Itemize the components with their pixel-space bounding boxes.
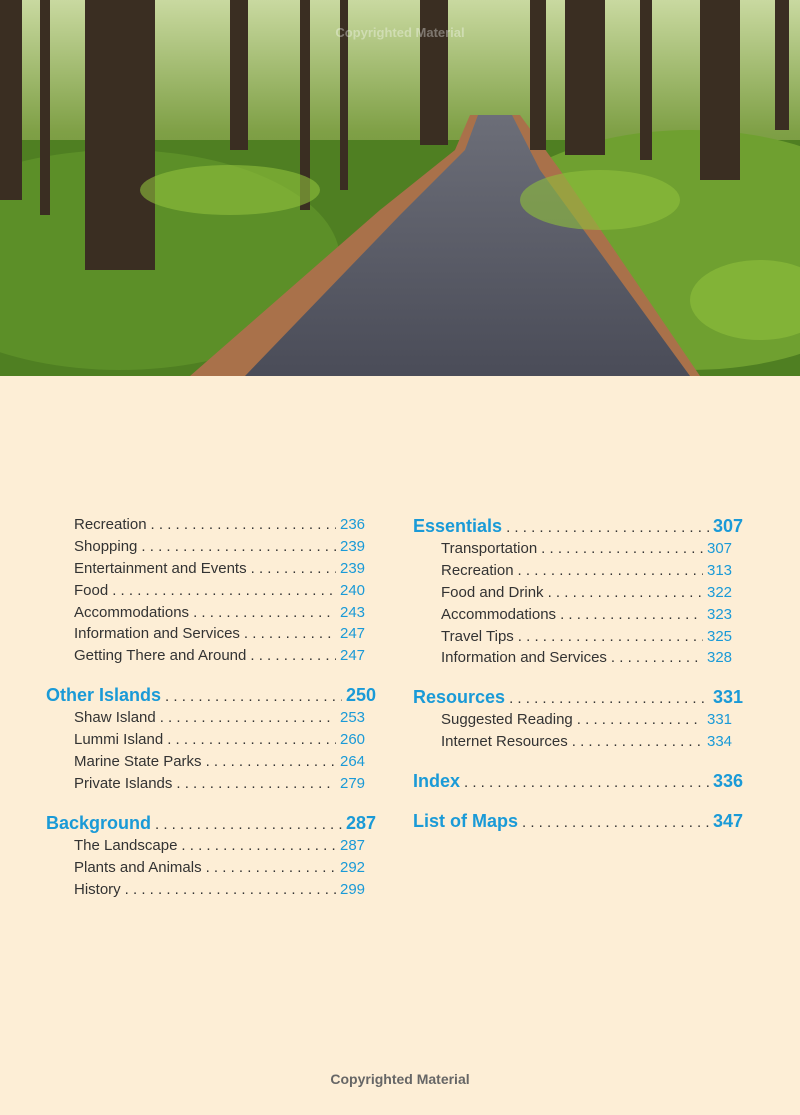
toc-entry[interactable]: [413, 731, 753, 753]
page-number: 247: [340, 625, 366, 643]
toc-entry-label: Internet Resources: [441, 733, 568, 751]
toc-section: [413, 514, 753, 669]
toc-entry[interactable]: [413, 709, 753, 731]
toc-entry-label: Entertainment and Events: [74, 559, 247, 577]
page-number: 247: [340, 647, 366, 665]
toc-entry[interactable]: [46, 602, 386, 624]
toc-section: [413, 809, 753, 833]
toc-heading-label: Essentials: [413, 516, 503, 536]
toc-entry-label: Marine State Parks: [74, 753, 202, 771]
page-number: 323: [707, 605, 733, 623]
toc-entry-label: Food and Drink: [441, 583, 544, 601]
toc-entry[interactable]: [413, 582, 753, 604]
toc-entry[interactable]: [46, 707, 386, 729]
toc-entry-label: Transportation: [441, 540, 538, 557]
dot-leader: [165, 685, 342, 707]
dot-leader: [141, 536, 336, 558]
dot-leader: [522, 811, 709, 833]
dot-leader: [160, 707, 336, 729]
page-number: 313: [707, 561, 733, 579]
toc-entry-label: Getting There and Around: [74, 647, 247, 665]
toc-entry-label: Information and Services: [441, 649, 607, 667]
toc-entry[interactable]: [46, 558, 386, 580]
dot-leader: [155, 813, 342, 835]
page-number: 334: [707, 733, 733, 751]
toc-entry-label: Recreation: [74, 516, 147, 533]
page-number: 287: [340, 836, 366, 854]
toc-section: [413, 685, 753, 753]
dot-leader: [509, 687, 709, 709]
toc-section: [46, 683, 386, 795]
toc-entry-label: Suggested Reading: [441, 711, 573, 729]
toc-entry[interactable]: [46, 773, 386, 795]
dot-leader: [125, 879, 336, 901]
page-number: 243: [340, 603, 366, 621]
page-number: 325: [707, 627, 733, 645]
toc-entry[interactable]: [46, 623, 386, 645]
toc-heading[interactable]: [413, 685, 753, 709]
toc-heading-label: Index: [413, 771, 461, 792]
dot-leader: [151, 514, 336, 536]
page-number: 240: [340, 581, 366, 599]
dot-leader: [572, 731, 703, 753]
toc-entry[interactable]: [413, 538, 753, 560]
photo-watermark: Copyrighted Material: [335, 25, 465, 40]
toc-heading-label: Other Islands: [46, 685, 162, 706]
dot-leader: [251, 558, 336, 580]
toc-heading[interactable]: [413, 769, 753, 793]
page-number: 307: [713, 516, 744, 536]
dot-leader: [464, 771, 709, 793]
toc-entry-label: Accommodations: [441, 605, 557, 623]
page-number: 331: [713, 687, 744, 708]
page-number: 322: [707, 583, 733, 601]
page-number: 328: [707, 649, 733, 667]
page-number: 279: [340, 774, 366, 792]
dot-leader: [506, 516, 709, 538]
page-number: 264: [340, 753, 366, 771]
toc-entry-label: Recreation: [441, 561, 514, 579]
dot-leader: [250, 645, 336, 667]
dot-leader: [560, 604, 703, 626]
toc-entry[interactable]: [413, 604, 753, 626]
dot-leader: [577, 709, 703, 731]
toc-entry-label: Lummi Island: [74, 731, 164, 749]
toc-section: [413, 769, 753, 793]
toc-heading[interactable]: [413, 809, 753, 833]
dot-leader: [541, 538, 703, 560]
dot-leader: [548, 582, 703, 604]
toc-entry[interactable]: [46, 580, 386, 602]
dot-leader: [112, 580, 336, 602]
toc-heading-label: Resources: [413, 687, 506, 708]
toc-entry[interactable]: [46, 857, 386, 879]
toc-entry-label: Information and Services: [74, 625, 240, 643]
dot-leader: [518, 560, 703, 582]
page-number: 250: [346, 685, 377, 706]
toc-entry-label: History: [74, 880, 121, 898]
toc-entry[interactable]: [46, 645, 386, 667]
toc-entry[interactable]: [413, 560, 753, 582]
dot-leader: [181, 835, 336, 857]
toc-heading-label: Background: [46, 812, 152, 833]
toc-heading[interactable]: [46, 811, 386, 835]
toc-heading-label: List of Maps: [413, 811, 519, 832]
dot-leader: [244, 623, 336, 645]
toc-left-column: [46, 514, 386, 916]
toc-entry[interactable]: [46, 835, 386, 857]
toc-entry[interactable]: [46, 536, 386, 558]
toc-entry[interactable]: [46, 729, 386, 751]
toc-entry-label: The Landscape: [74, 836, 178, 854]
dot-leader: [206, 857, 336, 879]
toc-entry[interactable]: [46, 751, 386, 773]
toc-entry-label: Private Islands: [74, 774, 173, 792]
dot-leader: [176, 773, 336, 795]
page-number: 287: [346, 812, 377, 833]
dot-leader: [167, 729, 336, 751]
dot-leader: [611, 647, 703, 669]
toc-heading[interactable]: [46, 683, 386, 707]
page-number: 331: [707, 711, 733, 729]
toc-section: [46, 811, 386, 901]
toc-entry-label: Accommodations: [74, 603, 190, 621]
page-number: 347: [713, 811, 744, 832]
page-number: 336: [713, 771, 744, 792]
toc-entry[interactable]: [413, 626, 753, 648]
photo-illustration: [0, 0, 800, 376]
page-number: 292: [340, 858, 366, 876]
page-number: 260: [340, 731, 366, 749]
toc-entry[interactable]: [46, 879, 386, 901]
page-number: 299: [340, 880, 366, 898]
toc-entry[interactable]: [46, 514, 386, 536]
page-number: 239: [340, 559, 366, 577]
toc-heading[interactable]: [413, 514, 753, 538]
toc-entry-label: Plants and Animals: [74, 858, 202, 876]
page-number: 307: [707, 540, 733, 557]
copyright-footer: Copyrighted Material: [330, 1071, 470, 1087]
forest-road-photo: [0, 0, 800, 376]
dot-leader: [193, 602, 336, 624]
toc-entry-label: Shaw Island: [74, 709, 156, 727]
toc-entry-label: Shopping: [74, 537, 138, 555]
page-number: 253: [340, 709, 366, 727]
page-number: 236: [340, 516, 366, 533]
toc-section: [46, 514, 386, 667]
toc-entry[interactable]: [413, 647, 753, 669]
toc-entry-label: Travel Tips: [441, 627, 514, 645]
toc-right-column: [413, 514, 753, 849]
dot-leader: [518, 626, 703, 648]
dot-leader: [206, 751, 336, 773]
toc-entry-label: Food: [74, 581, 109, 599]
page-number: 239: [340, 537, 366, 555]
